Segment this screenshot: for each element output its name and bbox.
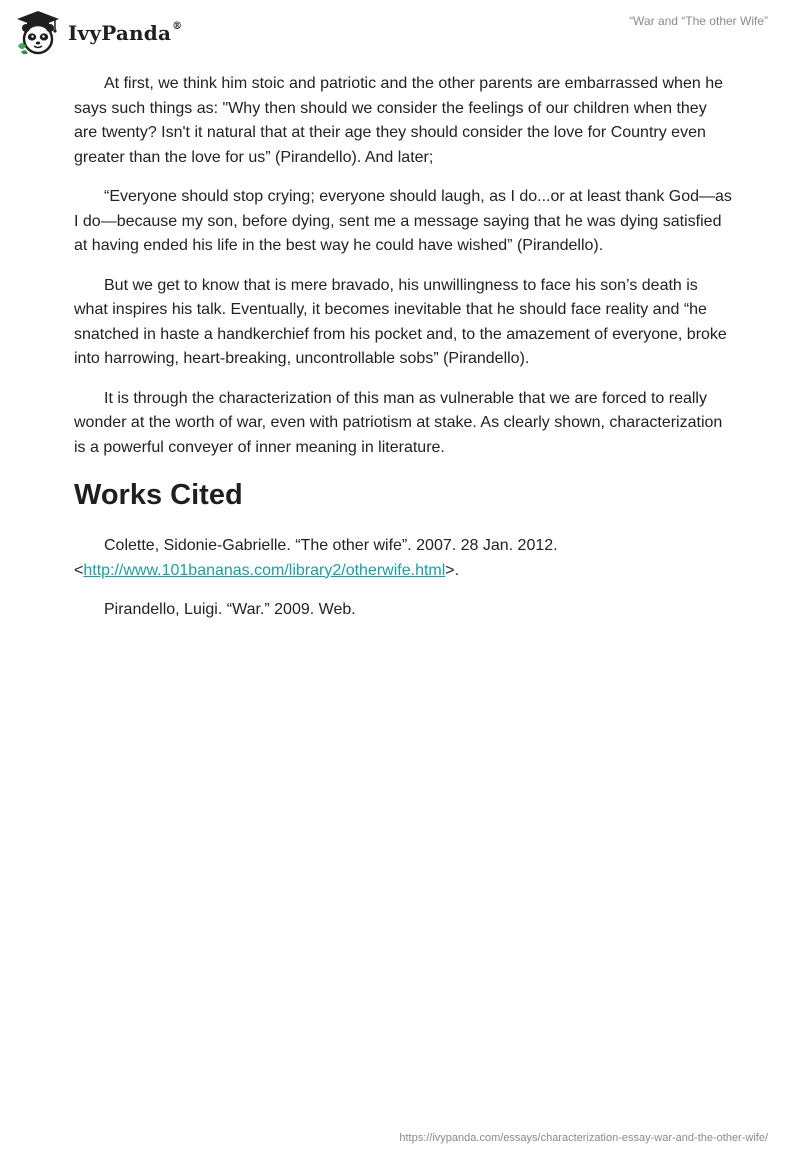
page-header — [0, 0, 800, 66]
body-paragraph-4: It is through the characterization of this man as vulnerable that we are forced to really wonder at the worth of war, even with patriotism at stake. As clearly shown, characterization is a powerful conveyer of inner meaning in literature. — [74, 389, 723, 456]
citation-colette-text: Colette, Sidonie-Gabrielle. “The other wife”. 2007. 28 Jan. 2012. — [104, 537, 558, 554]
works-cited-heading: Works Cited — [74, 479, 243, 511]
footer-source-url[interactable]: https://ivypanda.com/essays/characterization-essay-war-and-the-other-wife/ — [399, 1132, 768, 1144]
citation-link-close: >. — [445, 561, 460, 579]
citation-url-link[interactable]: http://www.101bananas.com/library2/otherwife.html — [83, 561, 446, 579]
body-paragraph-3: But we get to know that is mere bravado, his unwillingness to face his son’s death is what inspires his talk. Eventually, it becomes inevitable that he should face reality and “he snatched in haste a handkerchief from his pocket and, to the amazement of everyone, broke into harrowing, heart-breaking, uncontrollable sobs” (Pirandello). — [74, 276, 727, 367]
citation-colette — [74, 534, 734, 583]
ivypanda-logo[interactable] — [14, 8, 182, 56]
citation-pirandello: Pirandello, Luigi. “War.” 2009. Web. — [104, 601, 356, 618]
running-title: “War and “The other Wife” — [629, 14, 768, 28]
registered-mark: ® — [172, 21, 183, 33]
document-body — [74, 72, 734, 638]
body-paragraph-1: At first, we think him stoic and patriotic and the other parents are embarrassed when he says such things as: "Why then should we consider the feelings of our children when they are twenty? Isn't it natural that at their age they should consider the love for Country even greater than the love for us” (Pirandello). And later; — [74, 75, 723, 166]
panda-logo-icon — [14, 8, 62, 56]
brand-name-text: IvyPanda — [68, 21, 172, 45]
body-paragraph-2: “Everyone should stop crying; everyone should laugh, as I do...or at least thank God—as I do—because my son, before dying, sent me a message saying that he was dying satisfied at having ended his life in the best way he could have wished” (Pirandello). — [74, 188, 732, 254]
brand-name — [68, 21, 182, 45]
citation-link-open: < — [74, 561, 84, 579]
